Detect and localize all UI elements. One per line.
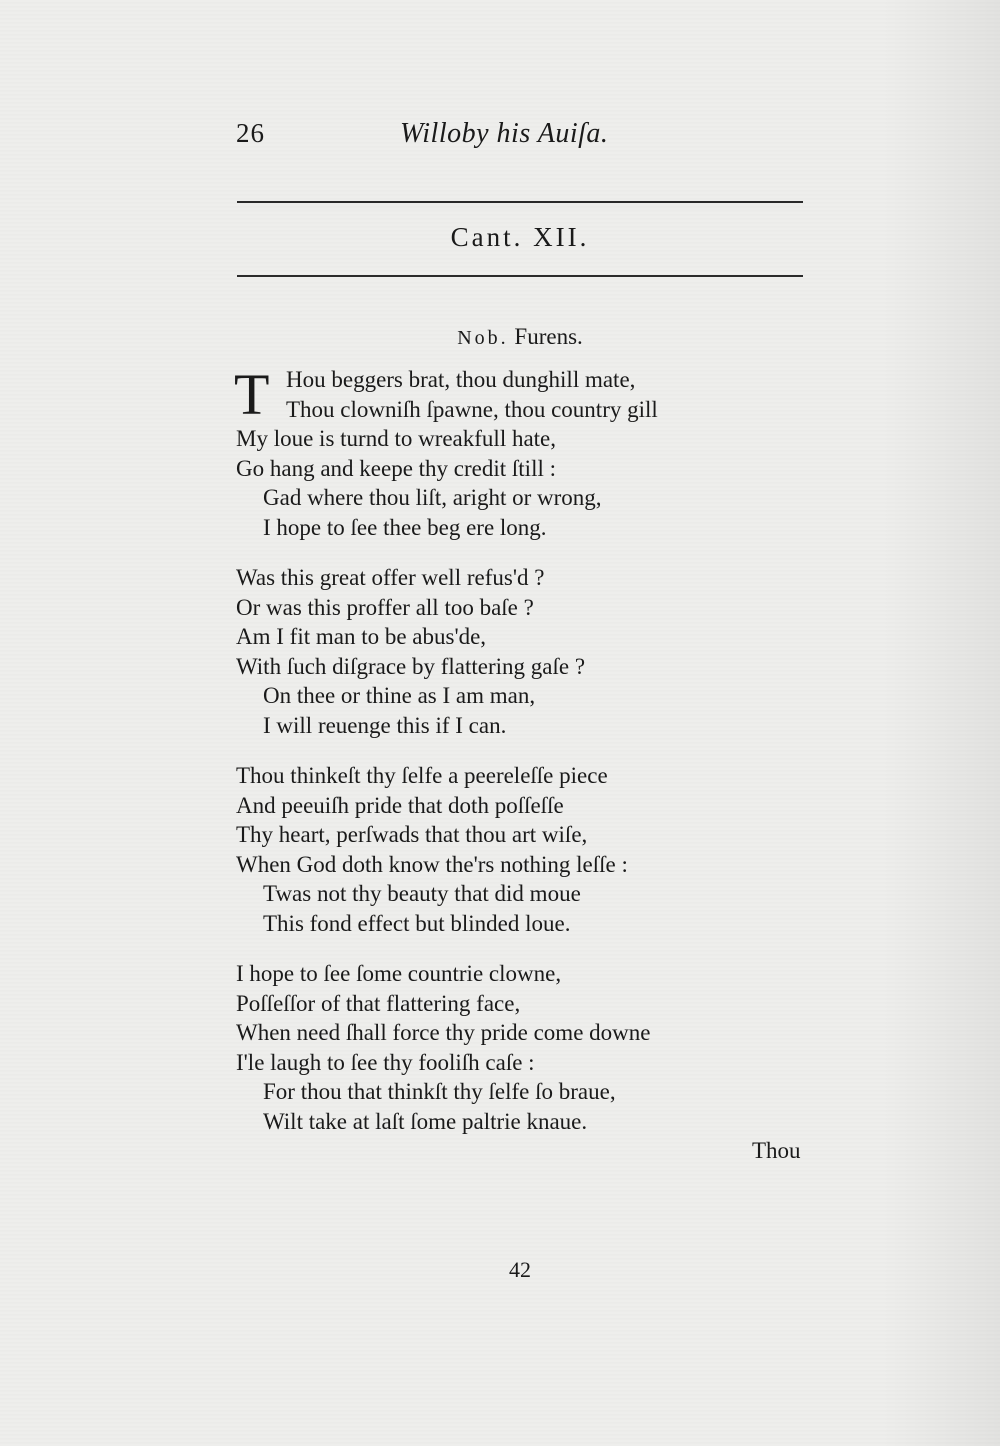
poem-line: Go hang and keepe thy credit ſtill :	[236, 455, 556, 481]
poem-line: Hou beggers brat, thou dunghill mate,	[286, 367, 636, 392]
canto-heading: Cant. XII.	[450, 222, 590, 252]
poem-line: When God doth know the'rs nothing leſſe :	[236, 851, 628, 877]
poem-line: With ſuch diſgrace by flattering gaſe ?	[236, 653, 586, 679]
poem-line: My loue is turnd to wreakfull hate,	[236, 426, 557, 451]
poem	[234, 362, 816, 1157]
poem-line: Wilt take at laſt ſome paltrie knaue.	[263, 1108, 588, 1134]
first-line-block	[234, 362, 816, 427]
folio-number: 42	[509, 1257, 531, 1282]
poem-line: Poſſeſſor of that flattering face,	[236, 990, 521, 1016]
poem-line: Was this great offer well refus'd ?	[236, 565, 545, 590]
page-number: 26	[236, 118, 265, 148]
poem-line: I'le laugh to ſee thy fooliſh caſe :	[236, 1049, 535, 1075]
poem-line: I hope to ſee thee beg ere long.	[263, 514, 547, 540]
poem-line: Thou thinkeſt thy ſelfe a peereleſſe piece	[236, 763, 608, 788]
poem-line: Twas not thy beauty that did moue	[263, 881, 581, 906]
stanza	[234, 362, 816, 542]
speaker-descriptor: Furens.	[508, 324, 583, 349]
poem-line: Gad where thou liſt, aright or wrong,	[263, 485, 602, 510]
poem-line: Thy heart, perſwads that thou art wiſe,	[236, 822, 588, 847]
stanza	[236, 563, 816, 740]
poem-line: On thee or thine as I am man,	[263, 683, 536, 708]
catchword: Thou	[752, 1138, 801, 1163]
poem-line: Or was this proffer all too baſe ?	[236, 594, 534, 620]
speaker-heading	[237, 324, 803, 350]
top-rule	[237, 201, 803, 203]
poem-line: When need ſhall force thy pride come downe	[236, 1020, 651, 1045]
poem-line: This fond effect but blinded loue.	[263, 910, 571, 936]
stanza	[236, 959, 816, 1136]
poem-line: For thou that thinkſt thy ſelfe ſo braue,	[263, 1079, 616, 1104]
stanza	[236, 761, 816, 938]
poem-line: And peeuiſh pride that doth poſſeſſe	[236, 792, 564, 818]
bottom-rule	[237, 275, 803, 277]
poem-line: I hope to ſee ſome countrie clowne,	[236, 961, 562, 986]
running-title: Willoby his Auiſa.	[400, 118, 609, 149]
poem-line: I will reuenge this if I can.	[263, 712, 507, 738]
running-head	[236, 118, 806, 158]
speaker-name: Nob.	[457, 327, 509, 349]
drop-cap: T	[234, 362, 270, 427]
poem-line: Am I fit man to be abus'de,	[236, 624, 487, 649]
poem-line: Thou clowniſh ſpawne, thou country gill	[286, 396, 658, 422]
